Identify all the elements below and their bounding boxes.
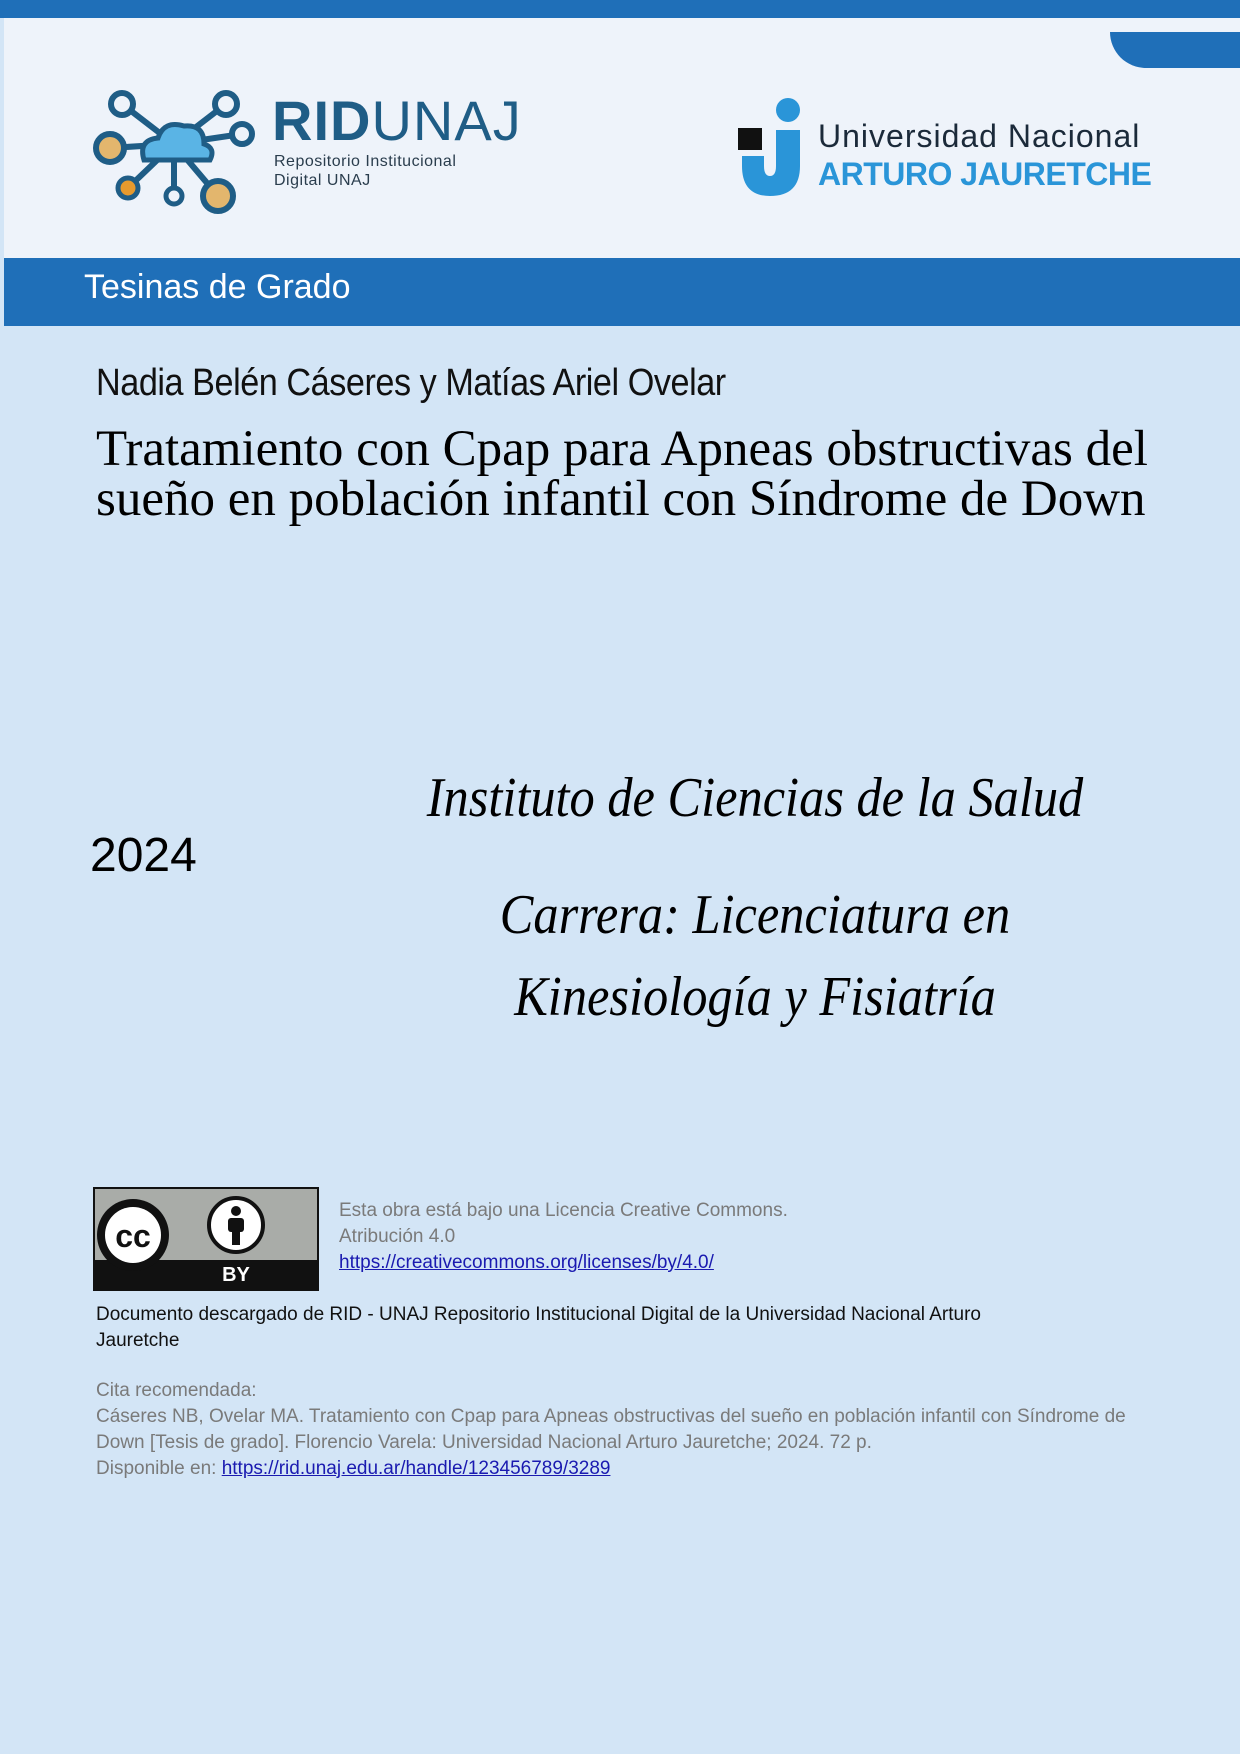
top-strip	[0, 0, 1240, 18]
section-band-label: Tesinas de Grado	[84, 268, 351, 306]
citation-available-prefix: Disponible en:	[96, 1458, 217, 1479]
unaj-j-emblem-icon	[738, 96, 808, 196]
rid-logo-rid: RID	[272, 89, 372, 152]
download-note: Documento descargado de RID - UNAJ Repositorio Institucional Digital de la Universidad Nacional Arturo Jauretche	[96, 1304, 981, 1351]
institute-name: Instituto de Ciencias de la Salud	[426, 767, 1084, 829]
section-band	[4, 258, 1240, 326]
license-text	[339, 1198, 788, 1276]
citation-availability	[96, 1456, 1156, 1482]
citation-label: Cita recomendada:	[96, 1380, 257, 1401]
rid-logo-wordmark	[272, 88, 522, 153]
unaj-university-logo[interactable]	[738, 96, 1168, 206]
rid-logo-unaj: UNAJ	[371, 89, 522, 152]
rid-logo-subtitle-line1: Repositorio Institucional	[274, 153, 457, 170]
citation-text: Cáseres NB, Ovelar MA. Tratamiento con Cpap para Apneas obstructivas del sueño en población infantil con Síndrome de Down [Tesis de grado]. Florencio Varela: Universidad Nacional Arturo Jauretche; 2024. 72 p.	[96, 1406, 1126, 1453]
license-line2: Atribución 4.0	[339, 1226, 456, 1247]
career-name: Carrera: Licenciatura en Kinesiología y Fisiatría	[499, 884, 1011, 1028]
rid-logo-subtitle-line2: Digital UNAJ	[274, 172, 371, 189]
cc-by-badge[interactable]	[93, 1187, 319, 1291]
svg-text:cc: cc	[115, 1218, 151, 1254]
authors: Nadia Belén Cáseres y Matías Ariel Ovelar	[96, 362, 726, 404]
creative-commons-icon	[93, 1187, 319, 1291]
license-line1: Esta obra está bajo una Licencia Creative Commons.	[339, 1200, 788, 1221]
header-tab-decoration	[1110, 32, 1240, 68]
cc-badge-by-label: BY	[222, 1264, 250, 1286]
document-title: Tratamiento con Cpap para Apneas obstructivas del sueño en población infantil con Síndrome de Down	[96, 421, 1148, 527]
unaj-logo-line2: ARTURO JAURETCHE	[818, 156, 1152, 192]
unaj-logo-line1: Universidad Nacional	[818, 118, 1141, 154]
license-url-link[interactable]: https://creativecommons.org/licenses/by/4.0/	[339, 1252, 714, 1273]
cloud-network-icon	[92, 84, 262, 214]
citation-block	[96, 1378, 1156, 1482]
citation-url-link[interactable]: https://rid.unaj.edu.ar/handle/123456789/3289	[221, 1458, 611, 1479]
rid-unaj-logo[interactable]	[92, 84, 532, 214]
document-year: 2024	[90, 829, 197, 882]
rid-logo-subtitle	[274, 152, 456, 190]
